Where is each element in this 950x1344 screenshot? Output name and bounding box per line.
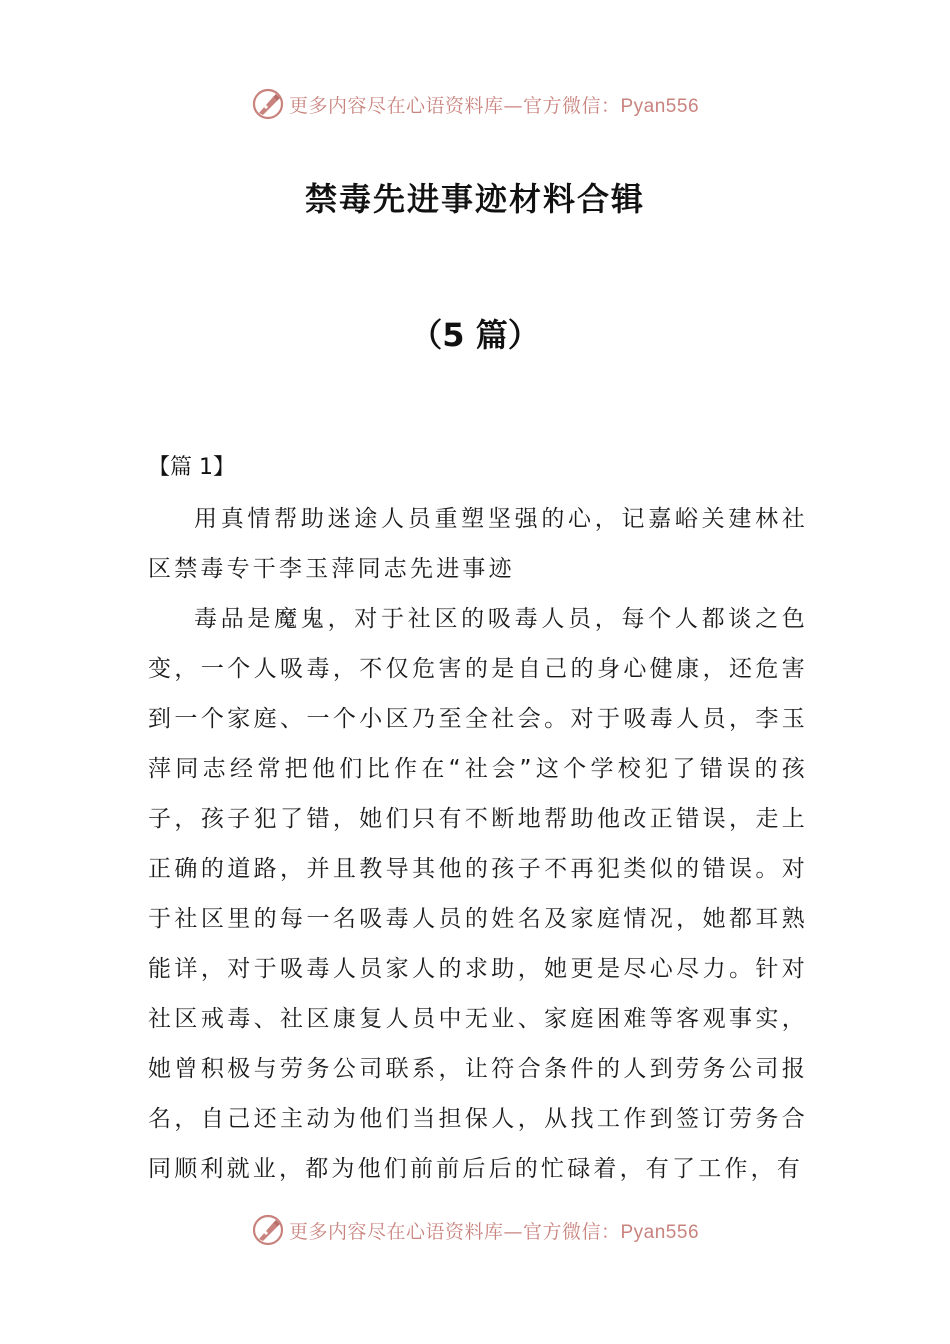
header-watermark-banner [0,82,950,126]
wechat-id: Pyan556 [620,95,700,117]
pen-nib-logo-icon [251,1213,285,1247]
pen-nib-logo-icon [251,87,285,121]
watermark-text: 更多内容尽在心语资料库—官方微信：Pyan556 [288,94,700,117]
document-subtitle: （5 篇） [410,316,540,354]
paragraph-heading: 用真情帮助迷途人员重塑坚强的心，记嘉峪关建林社区禁毒专干李玉萍同志先进事迹 [148,506,808,582]
footer-watermark-banner [0,1208,950,1252]
watermark-text: 更多内容尽在心语资料库—官方微信：Pyan556 [288,1220,700,1243]
section-label: 【篇 1】 [148,455,235,480]
document-title: 禁毒先进事迹材料合辑 [304,180,645,218]
document-body [148,494,808,1194]
wechat-id: Pyan556 [620,1221,700,1243]
paragraph-body: 毒品是魔鬼，对于社区的吸毒人员，每个人都谈之色变，一个人吸毒，不仅危害的是自己的身心健康，还危害到一个家庭、一个小区乃至全社会。对于吸毒人员，李玉萍同志经常把他们比作在“社会”这个学校犯了错误的孩子，孩子犯了错，她们只有不断地帮助他改正错误，走上正确的道路，并且教导其他的孩子不再犯类似的错误。对于社区里的每一名吸毒人员的姓名及家庭情况，她都耳熟能详，对于吸毒人员家人的求助，她更是尽心尽力。针对社区戒毒、社区康复人员中无业、家庭困难等客观事实，她曾积极与劳务公司联系，让符合条件的人到劳务公司报名，自己还主动为他们当担保人，从找工作到签订劳务合同顺利就业，都为他们前前后后的忙碌着，有了工作，有 [148,606,808,1182]
